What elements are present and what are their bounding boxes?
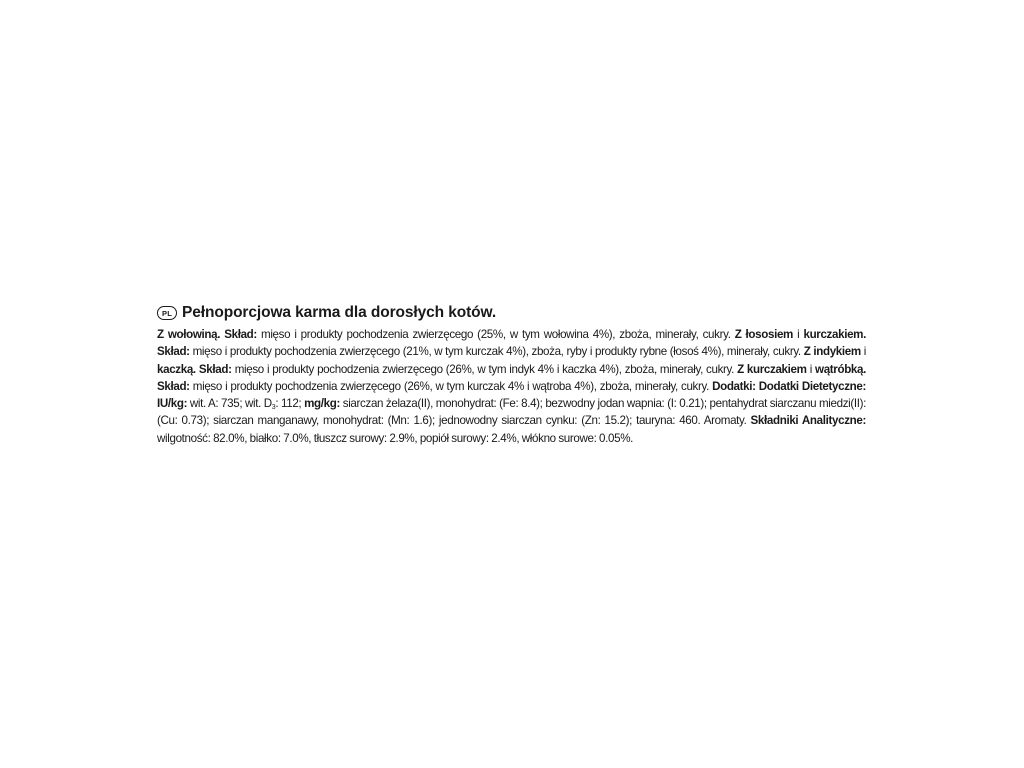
variant-chicken-title: Z kurczakiem: [737, 362, 807, 376]
heading-row: [157, 303, 866, 323]
vitamin-d-subscript: 3: [271, 404, 276, 412]
analytical-values: wilgotność: 82.0%, białko: 7.0%, tłuszcz surowy: 2.9%, popiół surowy: 2.4%, włókno surowe: 0.05%.: [157, 431, 634, 445]
variant-chicken-title-2: wątróbką. Skład:: [157, 362, 867, 393]
variant-chicken-composition: mięso i produkty pochodzenia zwierzęcego (26%, w tym kurczak 4% i wątroba 4%), zboża, minerały, cukry.: [189, 379, 713, 393]
additives-mgkg-title: mg/kg:: [304, 397, 340, 411]
variant-salmon-title: Z łososiem: [734, 328, 793, 341]
variant-turkey-title-2: kaczką. Skład:: [157, 362, 232, 376]
variant-beef-title: Z wołowiną. Skład:: [157, 328, 257, 341]
product-heading: Pełnoporcjowa karma dla dorosłych kotów.: [182, 304, 497, 321]
variant-turkey-composition: mięso i produkty pochodzenia zwierzęcego (26%, w tym indyk 4% i kaczka 4%), zboża, minerały, cukry.: [231, 362, 738, 376]
additives-title: Dodatki: Dodatki Dietetyczne: IU/kg:: [157, 379, 866, 411]
variant-salmon-conjunction: i: [793, 328, 804, 341]
variant-chicken-conjunction: i: [806, 362, 816, 376]
variant-salmon-title-2: kurczakiem. Skład:: [157, 328, 866, 359]
variant-salmon-composition: mięso i produkty pochodzenia zwierzęcego (21%, w tym kurczak 4%), zboża, ryby i produkty rybne (łosoś 4%), minerały, cukry.: [189, 345, 804, 359]
additives-vitamins: wit. A: 735; wit. D: [187, 397, 272, 411]
variant-turkey-conjunction: i: [860, 345, 866, 359]
composition-text: [157, 326, 866, 447]
additives-vitamins-2: : 112;: [275, 397, 305, 411]
product-label: [157, 303, 866, 447]
variant-turkey-title: Z indykiem: [803, 345, 861, 359]
analytical-title: Składniki Analityczne:: [750, 414, 867, 428]
additives-minerals: siarczan żelaza(II), monohydrat: (Fe: 8.4); bezwodny jodan wapnia: (I: 0.21); pentahydrat siarczanu miedzi(II): (Cu: 0.73); siarczan manganawy, monohydrat: (Mn: 1.6); jednowodny siarczan cynku: (Zn: 15.2); tauryna: 460. Aromaty.: [157, 397, 867, 428]
variant-beef-composition: mięso i produkty pochodzenia zwierzęcego (25%, w tym wołowina 4%), zboża, minerały, cukry.: [256, 328, 735, 341]
language-badge: PL: [157, 306, 177, 320]
